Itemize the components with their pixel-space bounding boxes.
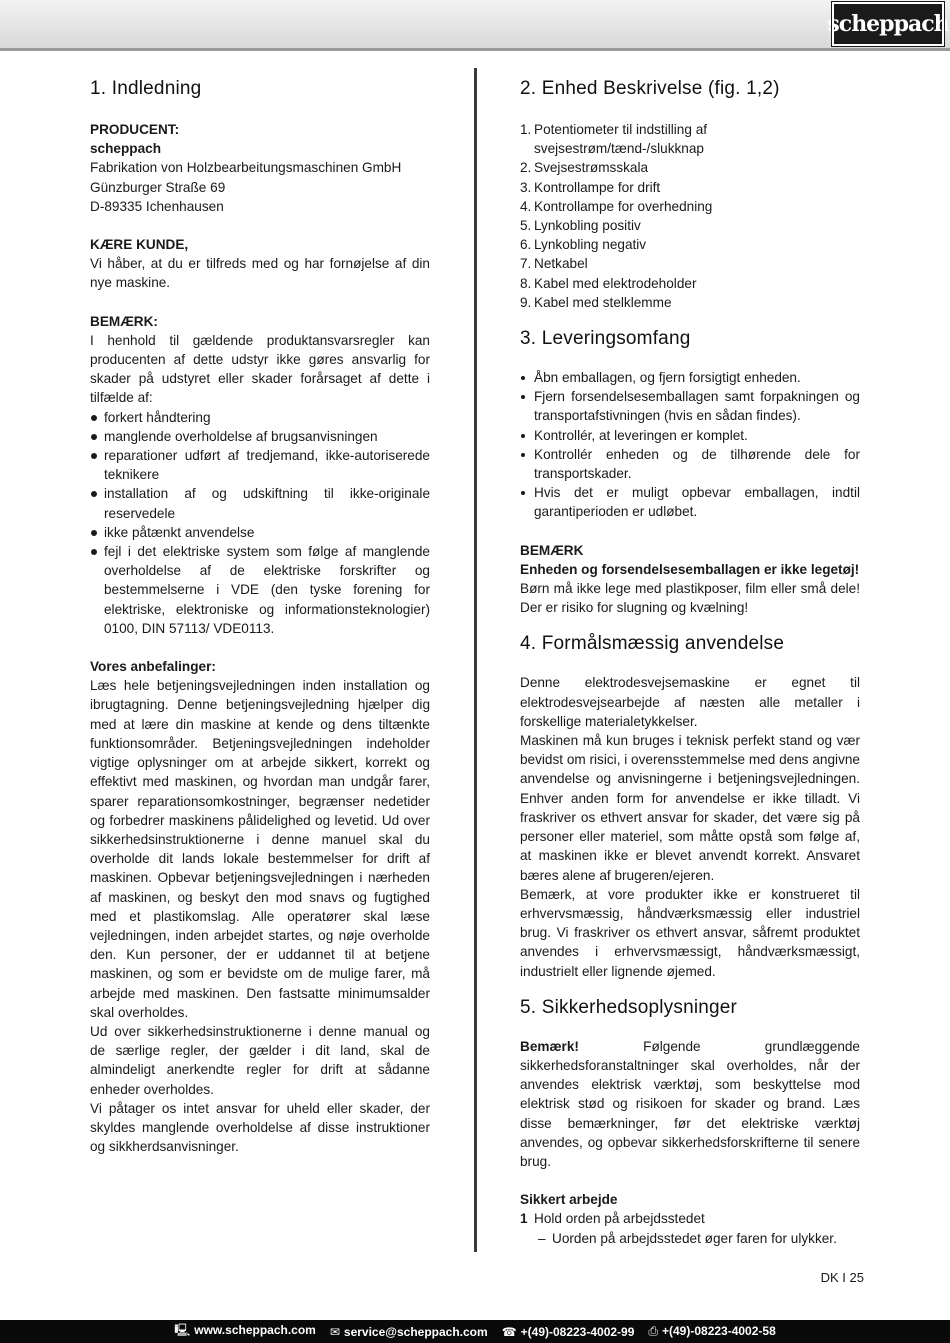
footer-bar [0,1320,950,1343]
section-3-title: 3. Leveringsomfang [520,328,691,350]
list-item: fejl i det elektriske system som følge af manglende overholdelse af de elektriske forskrifter og bestemmelserne i VDE (den tyske forening for elektriske, elektroniske og informationsteknologier) 0100, DIN 57113/ VDE0113. [90,542,430,638]
list-item: reparationer udført af tredjemand, ikke-autoriserede teknikere [90,446,430,484]
list-item: Kontrollér enheden og de tilhørende dele for transportskader. [520,445,860,483]
delivery-note-warning: Enheden og forsendelsesemballagen er ikke legetøj! [520,561,860,577]
section-5-title: 5. Sikkerhedsoplysninger [520,996,738,1018]
intended-use-paragraph: Bemærk, at vore produkter ikke er konstrueret til erhvervsmæssig, håndværksmæssig eller industriel brug. Vi fraskriver os ethvert ansvar, såfremt produktet anvendes i erhvervsmæssigt, håndværksmæssigt, industrielt eller lignende øjemed. [520,886,860,979]
list-item: forkert håndtering [90,408,430,427]
scheppach-logo: scheppach [832,2,944,46]
list-item: Hvis det er muligt opbevar emballagen, indtil garantiperioden er udløbet. [520,483,860,521]
computer-icon: 🖳 [174,1323,191,1337]
list-item: Fjern forsendelsesemballagen samt forpakningen og transportafstivningen (hvis en sådan findes). [520,387,860,425]
fax-icon: ⎙ [648,1324,658,1338]
left-column [90,76,430,1156]
producer-line: D-89335 Ichenhausen [90,198,224,214]
footer-phone: ☎ +(49)-08223-4002-99 [501,1324,635,1339]
recommendations-paragraph: Ud over sikkerhedsinstruktionerne i denne manual og de særlige regler, der gælder i dit land, skal de almindeligt anerkendte regler for drift at sådanne enheder overholdes. [90,1023,430,1097]
dear-customer-text: Vi håber, at du er tilfreds med og har fornøjelse af din nye maskine. [90,256,430,291]
list-item: 2. Svejsestrømsskala [520,160,649,176]
section-4-title: 4. Formålsmæssig anvendelse [520,633,785,655]
intended-use-paragraph: Denne elektrodesvejsemaskine er egnet til elektrodesvejsearbejde af næsten alle metaller i forskellige materialetykkelser. [520,675,860,729]
header-band [0,0,950,51]
dear-customer-label: KÆRE KUNDE, [90,237,189,253]
footer-web[interactable]: 🖳 www.scheppach.com [174,1323,316,1337]
list-item: Kontrollér, at leveringen er komplet. [520,426,860,445]
recommendations-paragraph: Læs hele betjeningsvejledningen inden installation og ibrugtagning. Denne betjeningsvejledning hjælper dig med at lære din maskine at kende og dens tiltænkte funktionsområder. Betjeningsvejledningen indeholder vigtige oplysninger om at arbejde sikkert, korrekt og effektivt med maskinen, og hvordan man undgår farer, sparer reparationsomkostninger, begrænser nedetider og forbedrer maskinens pålidelighed og levetid. Ud over sikkerhedsinstruktionerne i denne manuel skal du overholde dit lands lokale bestemmelser for drift af maskinen. Opbevar betjeningsvejledningen i nærheden af maskinen, og beskyt den mod snavs og fugtighed med et plastikomslag. Alle operatører skal læse vejledningen, inden arbejdet startes, og nøje overholde den. Kun personer, der er uddannet til at betjene maskinen, og som er bevidste om de mulige farer, må arbejde med maskinen. Den fastsatte minimumsalder skal overholdes. [90,678,430,1020]
device-parts-list [520,120,860,312]
list-item: 1. Potentiometer til indstilling af svejsestrøm/tænd-/slukknap [520,122,708,157]
list-item: 8. Kabel med elektrodeholder [520,275,697,291]
producer-label: PRODUCENT: [90,122,180,137]
producer-line: Günzburger Straße 69 [90,179,226,195]
footer-email[interactable]: ✉ service@scheppach.com [329,1324,488,1339]
page-number: DK I 25 [820,1270,864,1285]
producer-name: scheppach [90,141,162,157]
list-item: 4. Kontrollampe for overhedning [520,198,713,214]
producer-line: Fabrikation von Holzbearbeitungsmaschinen GmbH [90,160,402,176]
safe-work-item: 1 Hold orden på arbejdsstedet [520,1211,705,1227]
list-item: 3. Kontrollampe for drift [520,179,661,195]
column-divider [474,68,477,1252]
intended-use-paragraph: Maskinen må kun bruges i teknisk perfekt stand og vær bevidst om risici, i overensstemmelse med dens angivne anvendelse og anvisningerne i betjeningsvejledningen. Enhver anden form for anvendelse er ikke tilladt. Vi fraskriver os ethvert ansvar for skader, det være sig på personer eller materiel, som måtte opstå som følge af, at maskinen ikke er blevet anvendt korrekt. Ansvaret bæres alene af brugeren/ejeren. [520,733,860,883]
phone-icon: ☎ [501,1324,517,1339]
recommendations-paragraph: Vi påtager os intet ansvar for uheld eller skader, der skyldes manglende overholdelse af disse instruktioner og sikkherdsanvisninger. [90,1100,430,1155]
recommendations-label: Vores anbefalinger: [90,659,216,675]
note-text: I henhold til gældende produktansvarsregler kan producenten af dette udstyr ikke gøres ansvarlig for skader på udstyret eller skader forårsaget af dette i tilfælde af: [90,332,430,406]
footer-fax: ⎙ +(49)-08223-4002-58 [648,1324,776,1338]
list-item: 5. Lynkobling positiv [520,218,641,234]
section-2-title: 2. Enhed Beskrivelse (fig. 1,2) [520,78,780,99]
safe-work-label: Sikkert arbejde [520,1192,618,1208]
delivery-list [520,368,860,522]
note-label: BEMÆRK: [90,313,158,329]
delivery-note-text: Børn må ikke lege med plastikposer, film eller små dele! Der er risiko for slugning og kvælning! [520,581,860,616]
right-column [520,76,860,1248]
list-item: manglende overholdelse af brugsanvisningen [90,427,430,446]
safety-intro: Bemærk! Følgende grundlæggende sikkerhedsforanstaltninger skal overholdes, når der anvendes elektrisk værktøj, som beskyttelse mod elektrisk stød og risikoen for skader og brand. Læs disse bemærkninger, før det elektriske værktøj anvendes, og opbevar sikkerhedsforskrifterne til senere brug. [520,1038,860,1169]
list-item: 6. Lynkobling negativ [520,237,647,253]
list-item: installation af og udskiftning til ikke-originale reservedele [90,484,430,522]
list-item: Åbn emballagen, og fjern forsigtigt enheden. [520,368,860,387]
liability-list [90,408,430,638]
mail-icon: ✉ [329,1324,340,1339]
list-item: ikke påtænkt anvendelse [90,523,430,542]
list-item: 7. Netkabel [520,256,588,272]
safe-work-subitem: – Uorden på arbejdsstedet øger faren for ulykker. [538,1230,837,1246]
list-item: 9. Kabel med stelklemme [520,294,672,310]
section-1-title: 1. Indledning [90,78,202,99]
delivery-note-label: BEMÆRK [520,542,584,558]
